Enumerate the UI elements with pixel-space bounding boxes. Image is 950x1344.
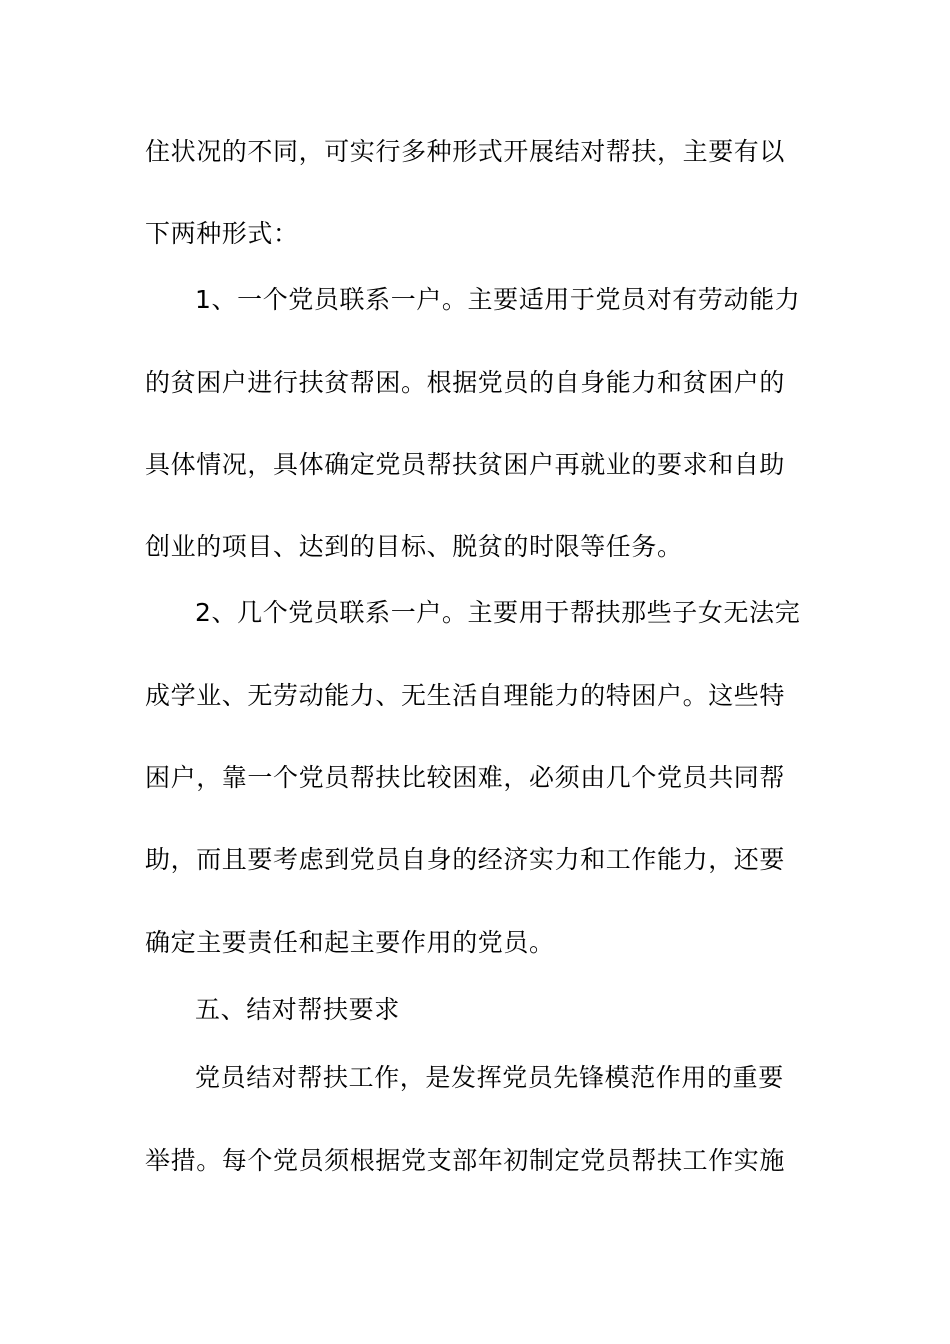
text-line-5: 具体情况，具体确定党员帮扶贫困户再就业的要求和自助 (145, 450, 786, 479)
text-line-8: 成学业、无劳动能力、无生活自理能力的特困户。这些特 (145, 681, 786, 710)
text-line-1: 住状况的不同，可实行多种形式开展结对帮扶，主要有以 (145, 137, 786, 166)
text-line-13: 党员结对帮扶工作，是发挥党员先锋模范作用的重要 (195, 1063, 784, 1092)
text-line-7: 2、几个党员联系一户。主要用于帮扶那些子女无法完 (195, 598, 801, 627)
section-heading: 五、结对帮扶要求 (195, 995, 400, 1024)
text-line-2: 下两种形式： (145, 219, 299, 248)
text-line-14: 举措。每个党员须根据党支部年初制定党员帮扶工作实施 (145, 1146, 786, 1175)
text-line-9: 困户，靠一个党员帮扶比较困难，必须由几个党员共同帮 (145, 763, 786, 792)
text-line-3: 1、一个党员联系一户。主要适用于党员对有劳动能力 (195, 285, 801, 314)
text-line-11: 确定主要责任和起主要作用的党员。 (145, 928, 555, 957)
text-line-6: 创业的项目、达到的目标、脱贫的时限等任务。 (145, 532, 683, 561)
text-line-10: 助，而且要考虑到党员自身的经济实力和工作能力，还要 (145, 845, 786, 874)
text-line-4: 的贫困户进行扶贫帮困。根据党员的自身能力和贫困户的 (145, 368, 786, 397)
